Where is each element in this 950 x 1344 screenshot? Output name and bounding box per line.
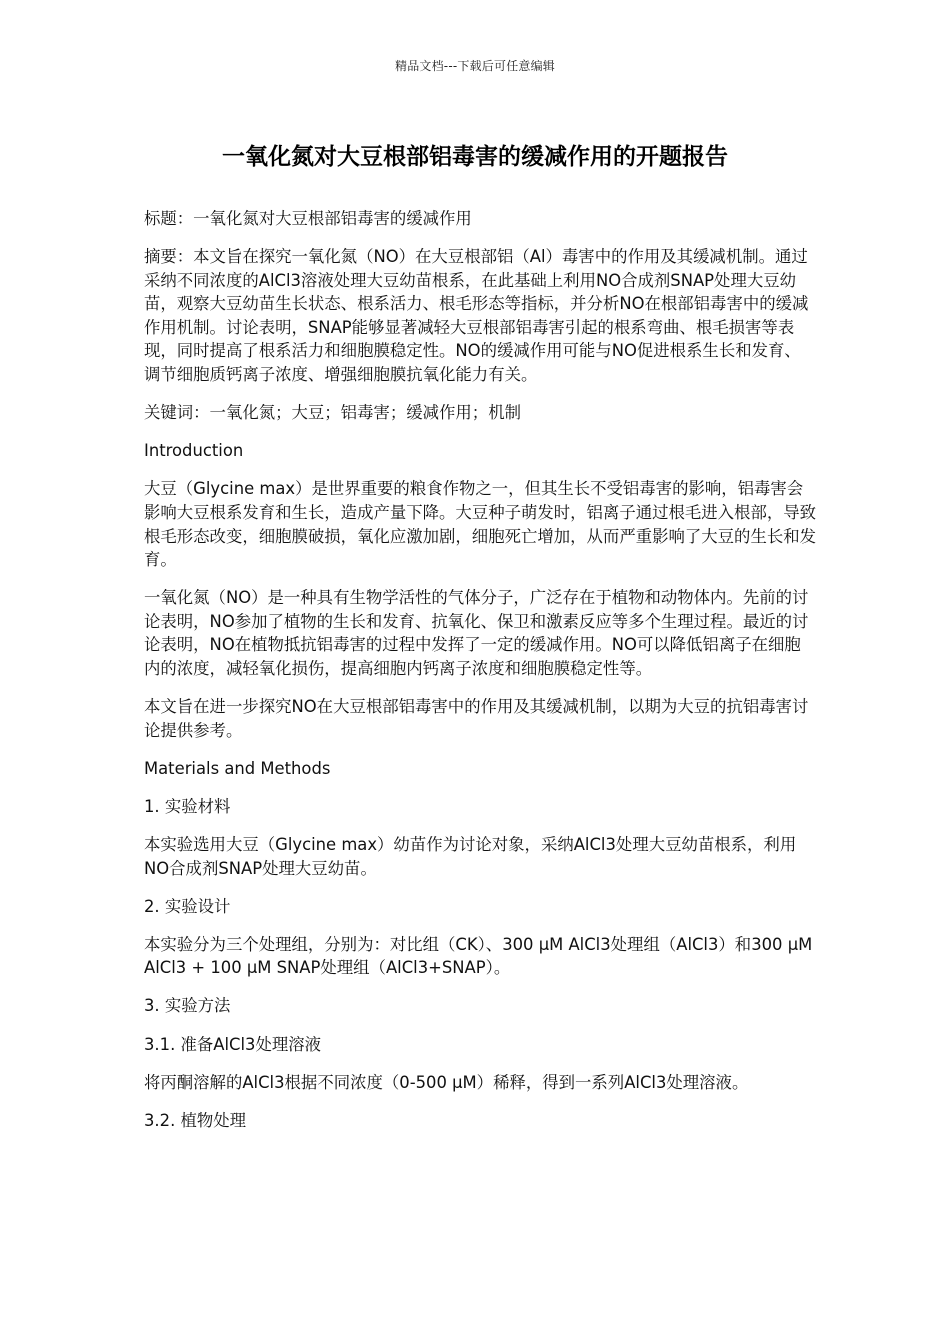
section-3-1-heading: 3.1. 准备AlCl3处理溶液 <box>144 1034 322 1054</box>
methods-heading: Materials and Methods <box>144 758 331 778</box>
section-1-text: 本实验选用大豆（Glycine max）幼苗作为讨论对象，采纳AlCl3处理大豆幼苗根系，利用NO合成剂SNAP处理大豆幼苗。 <box>144 834 797 878</box>
header-note: 精品文档---下载后可任意编辑 <box>395 59 555 73</box>
section-3-heading: 3. 实验方法 <box>144 996 231 1016</box>
section-2-heading: 2. 实验设计 <box>144 896 231 916</box>
document-title: 一氧化氮对大豆根部铝毒害的缓减作用的开题报告 <box>222 144 728 170</box>
introduction-paragraph-2: 一氧化氮（NO）是一种具有生物学活性的气体分子，广泛存在于植物和动物体内。先前的讨论表明，NO参加了植物的生长和发育、抗氧化、保卫和激素反应等多个生理过程。最近的讨论表明，NO在植物抵抗铝毒害的过程中发挥了一定的缓减作用。NO可以降低铝离子在细胞内的浓度，减轻氧化损伤，提高细胞内钙离子浓度和细胞膜稳定性等。 <box>144 588 809 678</box>
subject-line: 标题：一氧化氮对大豆根部铝毒害的缓减作用 <box>144 209 472 228</box>
section-3-2-heading: 3.2. 植物处理 <box>144 1110 247 1130</box>
section-2-text: 本实验分为三个处理组，分别为：对比组（CK）、300 μM AlCl3处理组（AlCl3）和300 μM AlCl3 + 100 μM SNAP处理组（AlCl3+SNAP）。 <box>144 934 813 978</box>
section-1-heading: 1. 实验材料 <box>144 796 231 816</box>
introduction-heading: Introduction <box>144 441 244 461</box>
section-3-1-text: 将丙酮溶解的AlCl3根据不同浓度（0-500 μM）稀释，得到一系列AlCl3处理溶液。 <box>144 1072 749 1092</box>
keywords-line: 关键词：一氧化氮；大豆；铝毒害；缓减作用；机制 <box>144 403 521 423</box>
introduction-paragraph-1: 大豆（Glycine max）是世界重要的粮食作物之一，但其生长不受铝毒害的影响，铝毒害会影响大豆根系发育和生长，造成产量下降。大豆种子萌发时，铝离子通过根毛进入根部，导致根毛形态改变，细胞膜破损，氧化应激加剧，细胞死亡增加，从而严重影响了大豆的生长和发育。 <box>144 479 817 570</box>
introduction-paragraph-3: 本文旨在进一步探究NO在大豆根部铝毒害中的作用及其缓减机制，以期为大豆的抗铝毒害讨论提供参考。 <box>144 697 809 740</box>
abstract-paragraph: 摘要：本文旨在探究一氧化氮（NO）在大豆根部铝（Al）毒害中的作用及其缓减机制。通过采纳不同浓度的AlCl3溶液处理大豆幼苗根系，在此基础上利用NO合成剂SNAP处理大豆幼苗，观察大豆幼苗生长状态、根系活力、根毛形态等指标，并分析NO在根部铝毒害中的缓减作用机制。讨论表明，SNAP能够显著减轻大豆根部铝毒害引起的根系弯曲、根毛损害等表现，同时提高了根系活力和细胞膜稳定性。NO的缓减作用可能与NO促进根系生长和发育、调节细胞质钙离子浓度、增强细胞膜抗氧化能力有关。 <box>144 247 809 385</box>
document-body <box>144 207 816 1147</box>
